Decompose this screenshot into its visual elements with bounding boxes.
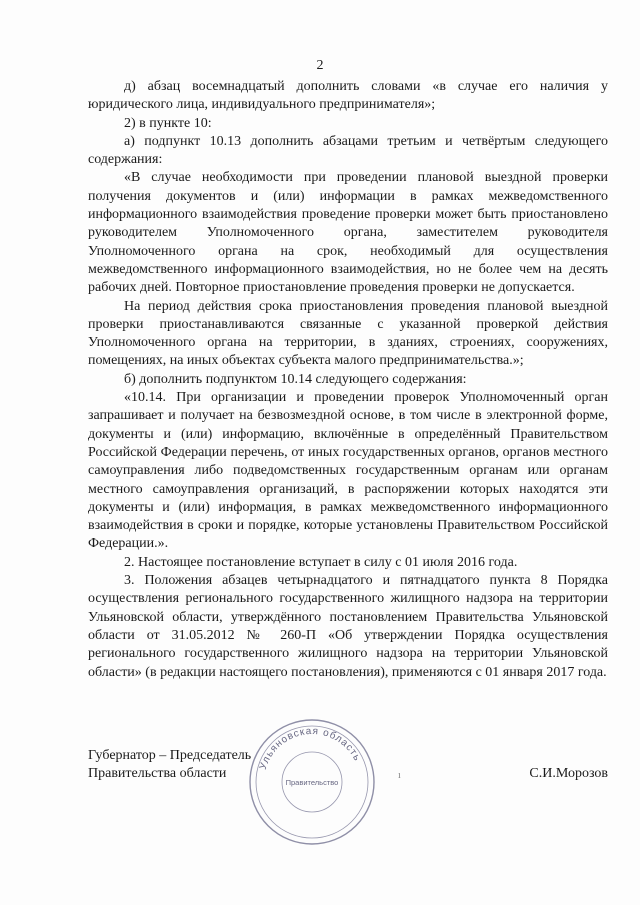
paragraph-item-2-effective: 2. Настоящее постановление вступает в силу с 01 июля 2016 года. [124,554,518,570]
signatory-position-line1: Губернатор – Председатель [88,748,252,763]
signatory-position-line2: Правительства области [88,766,227,781]
paragraph-quote-suspension: «В случае необходимости при проведении плановой выездной проверки получения документов и (или) информации в рамках межведомственного информационного взаимодействия проведение проверки может быть приостановлено руководителем Уполномоченного органа, заместителем руководителя Уполномоченного органа на срок, необходимый для осуществления межведомственного информационного взаимодействия, но не более чем на десять рабочих дней. Повторное приостановление проведения проверки не допускается. [88,170,608,296]
page-number: 2 [316,58,324,73]
paragraph-10-14: «10.14. При организации и проведении проверок Уполномоченный орган запрашивает и получает на безвозмездной основе, в том числе в электронной форме, документы и (или) информацию, включённые в определённый Правительством Российской Федерации перечень, от иных государственных органов, органов местного самоуправления либо подведомственных государственным органам или органам местного самоуправления организаций, в распоряжении которых находятся эти документы и (или) информация, в рамках межведомственного информационного взаимодействия в сроки и порядке, которые установлены Правительством Российской Федерации.». [88,390,608,552]
paragraph-item-2: 2) в пункте 10: [124,115,212,131]
paragraph-item-3-application: 3. Положения абзацев четырнадцатого и пятнадцатого пункта 8 Порядка осуществления регионального государственного жилищного надзора на территории Ульяновской области, утверждённого постановлением Правительства Ульяновской области от 31.05.2012 № 260-П «Об утверждении Порядка осуществления регионального государственного жилищного надзора на территории Ульяновской области» (в редакции настоящего постановления), применяются с 01 января 2017 года. [88,573,608,680]
paragraph-d-item: д) абзац восемнадцатый дополнить словами «в случае его наличия у юридического лица, индивидуального предпринимателя»; [88,79,608,113]
ink-mark: ı [398,770,401,781]
paragraph-item-a: а) подпункт 10.13 дополнить абзацами третьим и четвёртым следующего содержания: [88,133,608,168]
official-seal [242,712,382,852]
seal-outer-text: Ульяновская область [257,725,363,772]
paragraph-suspension-period: На период действия срока приостановления проведения плановой выездной проверки приостанавливаются связанные с указанной проверкой действия Уполномоченного органа на территории, в зданиях, строениях, сооружениях, помещениях, на иных объектах субъекта малого предпринимательства.»; [88,298,608,369]
seal-inner-text: Правительство [285,778,339,787]
signatory-name: С.И.Морозов [529,766,608,781]
paragraph-item-b: б) дополнить подпунктом 10.14 следующего содержания: [124,371,467,387]
signatory-position [88,747,251,783]
document-body [88,78,608,682]
